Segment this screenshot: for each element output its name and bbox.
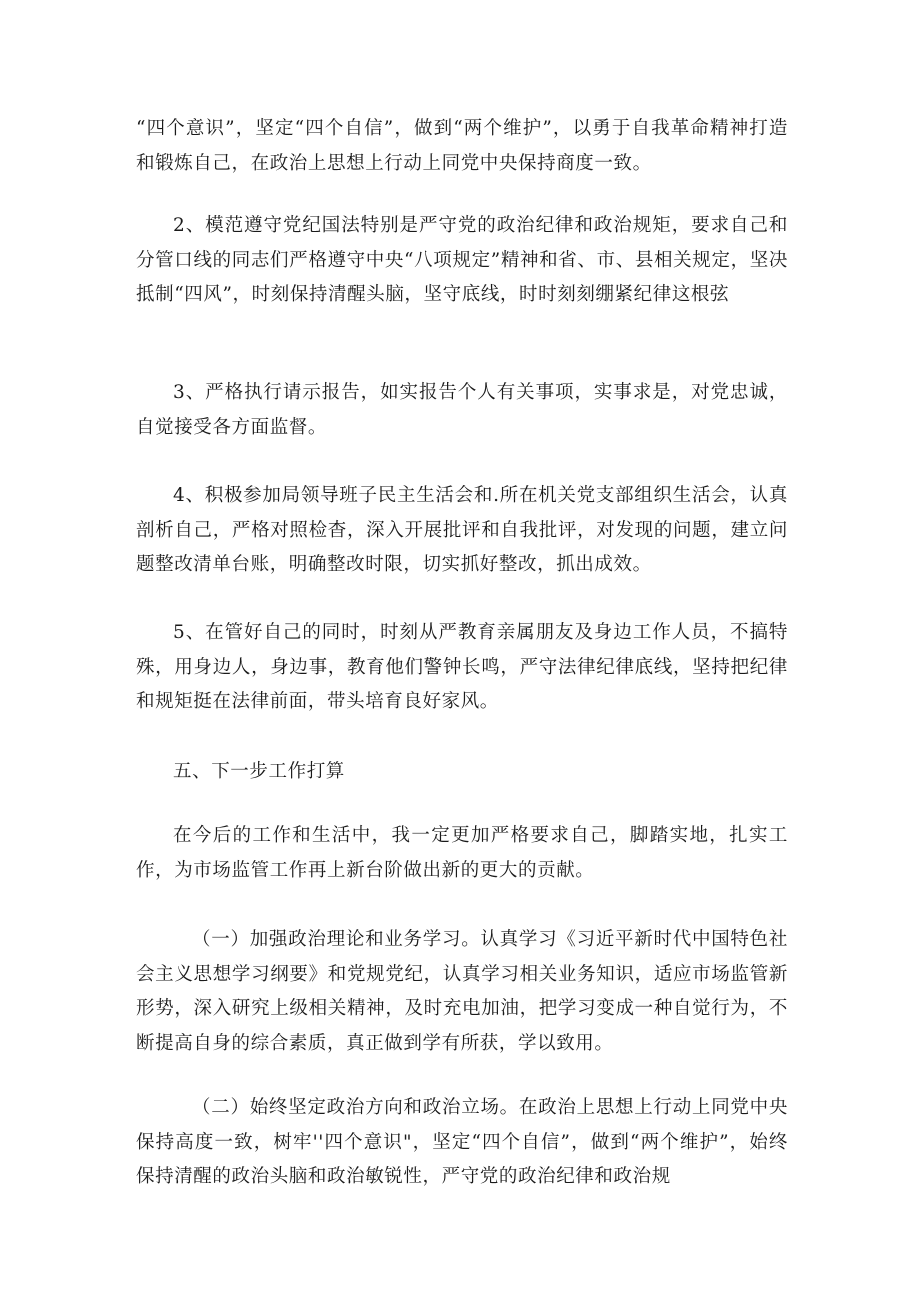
paragraph-item-4: 4、积极参加局领导班子民主生活会和.所在机关党支部组织生活会，认真剖析自己，严格对照检杳，深入开展批评和自我批评，对发现的问题，建立问题整改清单台账，明确整改时限，切实抓好整改，抓出成效。: [136, 485, 788, 576]
paragraph-plan-intro: 在今后的工作和生活中，我一定更加严格要求自己，脚踏实地，扎实工作，为市场监管工作再上新台阶做出新的更大的贡献。: [136, 825, 788, 881]
paragraph-item-5: 5、在管好自己的同时，时刻从严教育亲属朋友及身边工作人员，不搞特殊，用身边人，身边事，教育他们警钟长鸣，严守法律纪律底线，坚持把纪律和规矩挺在法律前面，带头培育良好家风。: [136, 622, 788, 713]
paragraph-item-3: 3、严格执行请示报告，如实报告个人有关事项，实事求是，对党忠诚，自觉接受各方面监督。: [136, 382, 788, 438]
paragraph-item-2: 2、模范遵守党纪国法特别是严守党的政治纪律和政治规矩，要求自己和分管口线的同志们严格遵守中央“八项规定”精神和省、市、县相关规定，坚决抵制“四风”，时刻保持清醒头脑，坚守底线，时时刻刻绷紧纪律这根弦: [136, 215, 788, 306]
section-heading: 五、下一步工作打算: [173, 761, 345, 782]
paragraph-plan-1: （一）加强政治理论和业务学习。认真学习《习近平新时代中国特色社会主义思想学习纲要》和党规党纪，认真学习相关业务知识，适应市场监管新形势，深入研究上级相关精神，及时充电加油，把学习变成一种自觉行为，不断提高自身的综合素质，真正做到学有所获，学以致用。: [136, 929, 788, 1054]
paragraph-continuation: “四个意识”，坚定“四个自信”，做到“两个维护”，以勇于自我革命精神打造和锻炼自己，在政治上思想上行动上同党中央保持商度一致。: [136, 118, 788, 174]
paragraph-plan-2: （二）始终坚定政治方向和政治立场。在政治上思想上行动上同党中央保持高度一致，树牢''四个意识"，坚定“四个自信”，做到“两个维护”，始终保持清醒的政治头脑和政治敏锐性，严守党的政治纪律和政治规: [136, 1097, 788, 1188]
